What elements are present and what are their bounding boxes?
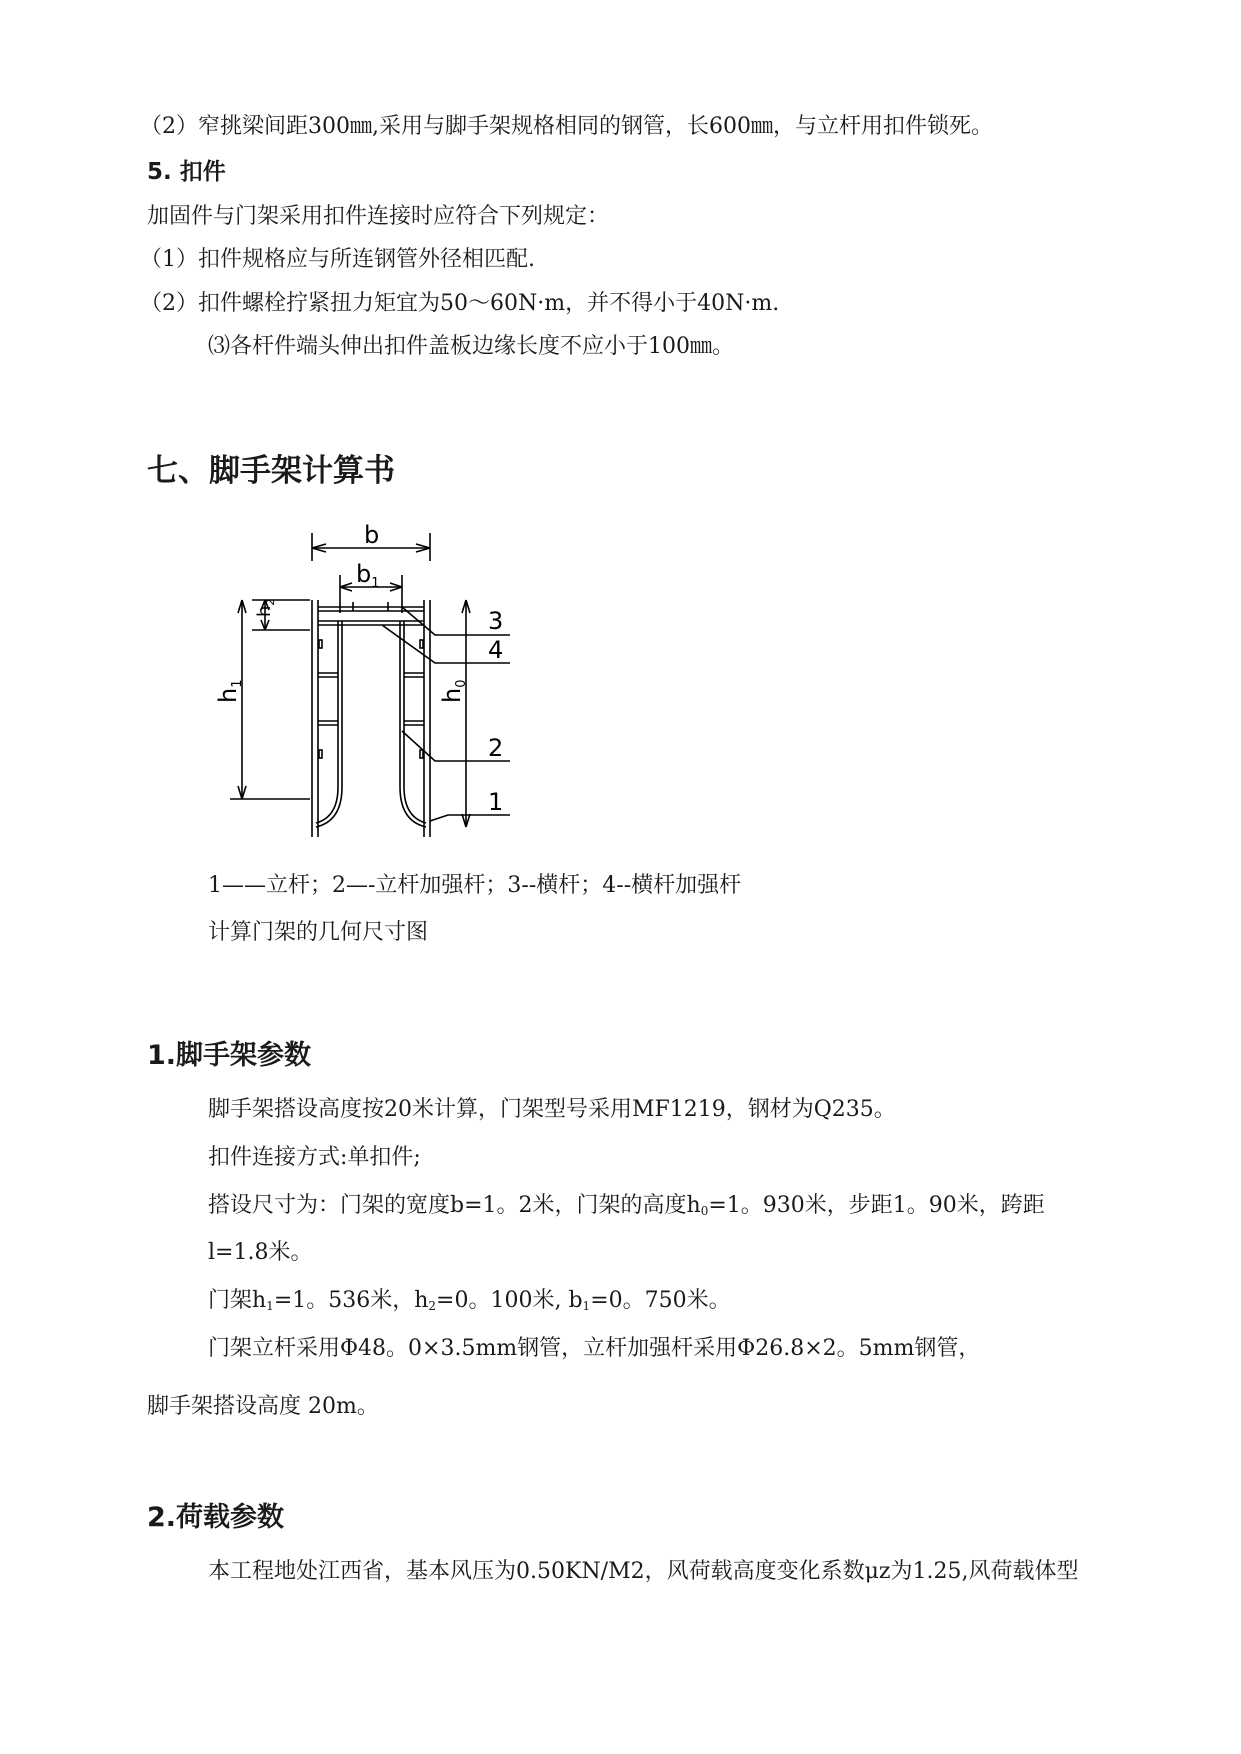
param-dimensions: 搭设尺寸为：门架的宽度b=1。2米，门架的高度$h_0=1$。930米，步距1。90米，跨距 bbox=[208, 1193, 1045, 1218]
diagram-label-h2: $h_2$ bbox=[254, 598, 277, 617]
paragraph-cantilever-spacing: （2）窄挑梁间距300㎜,采用与脚手架规格相同的钢管，长600㎜，与立杆用扣件锁死。 bbox=[140, 114, 993, 139]
param-height-model: 脚手架搭设高度按20米计算，门架型号采用MF1219，钢材为Q235。 bbox=[208, 1097, 896, 1122]
param-build-height: 脚手架搭设高度 20m。 bbox=[147, 1394, 379, 1419]
paragraph-fastener-rule-1: （1）扣件规格应与所连钢管外径相匹配. bbox=[140, 247, 535, 272]
diagram-callout-3: 3 bbox=[488, 607, 504, 635]
paragraph-fastener-rule-3: ⑶各杆件端头伸出扣件盖板边缘长度不应小于100㎜。 bbox=[208, 334, 734, 359]
load-wind-pressure: 本工程地处江西省，基本风压为0.50KN/M2，风荷载高度变化系数μz为1.25,风荷载体型 bbox=[208, 1559, 1079, 1584]
diagram-callout-2: 2 bbox=[488, 734, 504, 762]
param-span: l=1.8米。 bbox=[208, 1240, 313, 1265]
param-pipes: 门架立杆采用Φ48。0×3.5mm钢管，立杆加强杆采用Φ26.8×2。5mm钢管， bbox=[208, 1336, 981, 1361]
diagram-legend: 1——立杆；2—-立杆加强杆；3--横杆；4--横杆加强杆 bbox=[208, 873, 742, 898]
portal-frame-diagram bbox=[214, 521, 590, 840]
diagram-caption: 计算门架的几何尺寸图 bbox=[208, 920, 429, 945]
paragraph-fastener-rule-2: （2）扣件螺栓拧紧扭力矩宜为50～60N·m，并不得小于40N·m. bbox=[140, 291, 780, 316]
diagram-callout-4: 4 bbox=[488, 636, 504, 664]
diagram-label-b1: $b_1$ bbox=[356, 560, 380, 591]
param-connection: 扣件连接方式:单扣件; bbox=[208, 1145, 421, 1170]
heading-fasteners: 5. 扣件 bbox=[147, 159, 226, 185]
diagram-label-b: b bbox=[364, 521, 380, 549]
diagram-label-h1: $h_1$ bbox=[214, 679, 245, 703]
section-title-scaffold-params: 1.脚手架参数 bbox=[147, 1040, 312, 1071]
section-title-load-params: 2.荷载参数 bbox=[147, 1502, 285, 1533]
section-title-scaffold-calculation: 七、脚手架计算书 bbox=[147, 453, 395, 489]
diagram-label-h0: $h_0$ bbox=[438, 679, 469, 703]
paragraph-fastener-rules: 加固件与门架采用扣件连接时应符合下列规定： bbox=[147, 204, 610, 229]
diagram-callout-1: 1 bbox=[488, 788, 504, 816]
param-frame-heights: 门架$h_1=1$。536米，$h_2=0$。100米, $b_1=0$。750米。 bbox=[208, 1288, 731, 1313]
